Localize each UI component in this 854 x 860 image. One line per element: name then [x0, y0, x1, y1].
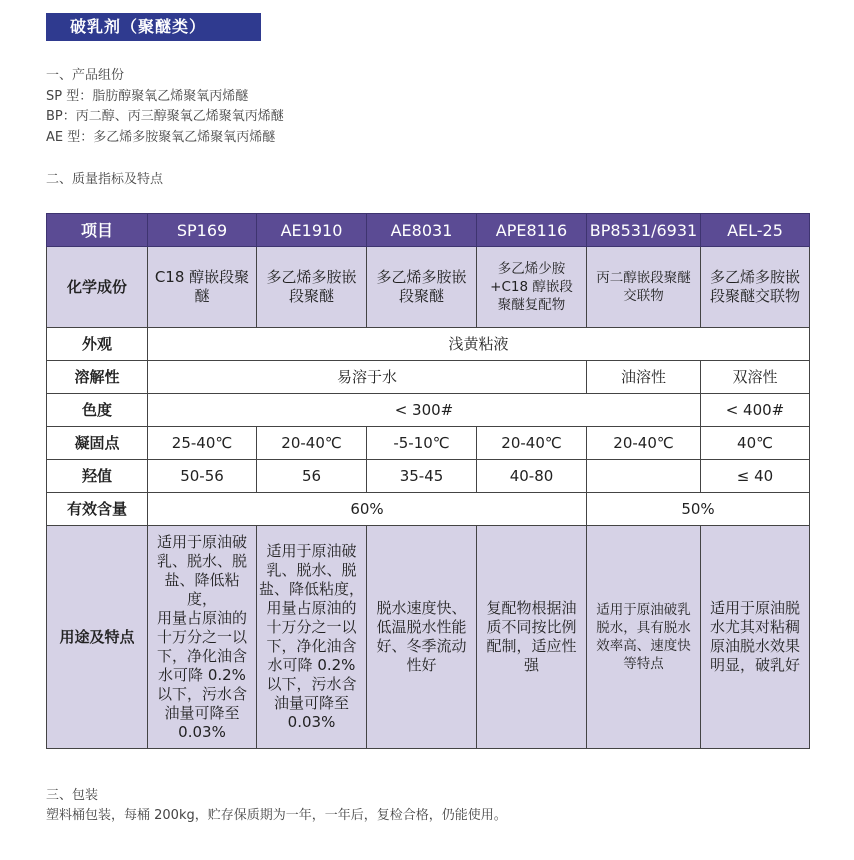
section-heading: 一、产品组份 — [46, 68, 125, 83]
table-cell: 易溶于水 — [148, 361, 587, 394]
table-cell: 适用于原油破 乳、脱水、脱 盐、降低粘度， 用量占原油的 十万分之一以 下，净化油含 水可降 0.2% 以下，污水含 油量可降至 0.03% — [148, 526, 257, 749]
page-title: 破乳剂（聚醚类） — [46, 13, 261, 41]
table-cell: 多乙烯少胺 +C18 醇嵌段 聚醚复配物 — [477, 247, 587, 328]
table-cell: 20-40℃ — [477, 427, 587, 460]
header-cell: 项目 — [47, 214, 148, 247]
table-row — [47, 328, 810, 361]
table-cell: 40℃ — [701, 427, 810, 460]
spec-table — [46, 213, 810, 749]
table-cell: C18 醇嵌段聚 醚 — [148, 247, 257, 328]
table-cell: -5-10℃ — [367, 427, 477, 460]
table-cell: 50% — [587, 493, 810, 526]
table-cell: < 400# — [701, 394, 810, 427]
product-composition — [46, 66, 284, 148]
table-cell — [587, 460, 701, 493]
row-label: 溶解性 — [47, 361, 148, 394]
table-cell: 50-56 — [148, 460, 257, 493]
composition-line: AE 型：多乙烯多胺聚氧乙烯聚氧丙烯醚 — [46, 129, 276, 145]
table-cell: 35-45 — [367, 460, 477, 493]
table-row — [47, 427, 810, 460]
table-cell: < 300# — [148, 394, 701, 427]
table-cell: 双溶性 — [701, 361, 810, 394]
composition-line: BP：丙二醇、丙三醇聚氧乙烯聚氧丙烯醚 — [46, 109, 284, 124]
header-cell: AE8031 — [367, 214, 477, 247]
table-cell: 复配物根据油 质不同按比例 配制，适应性 强 — [477, 526, 587, 749]
table-cell: 丙二醇嵌段聚醚 交联物 — [587, 247, 701, 328]
row-label: 色度 — [47, 394, 148, 427]
table-cell: 适用于原油脱 水尤其对粘稠 原油脱水效果 明显，破乳好 — [701, 526, 810, 749]
packaging-section — [46, 786, 507, 826]
header-cell: SP169 — [148, 214, 257, 247]
row-label: 用途及特点 — [47, 526, 148, 749]
table-cell: 浅黄粘液 — [148, 328, 810, 361]
row-label: 化学成份 — [47, 247, 148, 328]
table-cell: ≤ 40 — [701, 460, 810, 493]
table-cell: 脱水速度快、 低温脱水性能 好、冬季流动 性好 — [367, 526, 477, 749]
table-cell: 25-40℃ — [148, 427, 257, 460]
table-cell: 适用于原油破乳 脱水，具有脱水 效率高、速度快 等特点 — [587, 526, 701, 749]
table-row — [47, 460, 810, 493]
section-heading: 二、质量指标及特点 — [46, 172, 164, 187]
header-cell: BP8531/6931 — [587, 214, 701, 247]
table-cell: 60% — [148, 493, 587, 526]
table-row — [47, 526, 810, 749]
section-heading: 三、包装 — [46, 788, 99, 803]
table-row — [47, 247, 810, 328]
row-label: 凝固点 — [47, 427, 148, 460]
row-label: 外观 — [47, 328, 148, 361]
table-cell: 20-40℃ — [587, 427, 701, 460]
table-row — [47, 394, 810, 427]
table-header-row — [47, 214, 810, 247]
table-cell: 适用于原油破 乳、脱水、脱 盐、降低粘度， 用量占原油的 十万分之一以 下，净化油含 水可降 0.2% 以下，污水含 油量可降至 0.03% — [257, 526, 367, 749]
composition-line: SP 型：脂肪醇聚氧乙烯聚氧丙烯醚 — [46, 88, 249, 104]
table-cell: 多乙烯多胺嵌 段聚醚 — [367, 247, 477, 328]
row-label: 有效含量 — [47, 493, 148, 526]
table-cell: 多乙烯多胺嵌 段聚醚交联物 — [701, 247, 810, 328]
table-row — [47, 361, 810, 394]
row-label: 羟值 — [47, 460, 148, 493]
table-cell: 多乙烯多胺嵌 段聚醚 — [257, 247, 367, 328]
header-cell: APE8116 — [477, 214, 587, 247]
table-cell: 56 — [257, 460, 367, 493]
header-cell: AEL-25 — [701, 214, 810, 247]
packaging-text: 塑料桶包装，每桶 200kg，贮存保质期为一年，一年后，复检合格，仍能使用。 — [46, 808, 507, 823]
table-cell: 20-40℃ — [257, 427, 367, 460]
table-row — [47, 493, 810, 526]
table-cell: 40-80 — [477, 460, 587, 493]
table-cell: 油溶性 — [587, 361, 701, 394]
header-cell: AE1910 — [257, 214, 367, 247]
